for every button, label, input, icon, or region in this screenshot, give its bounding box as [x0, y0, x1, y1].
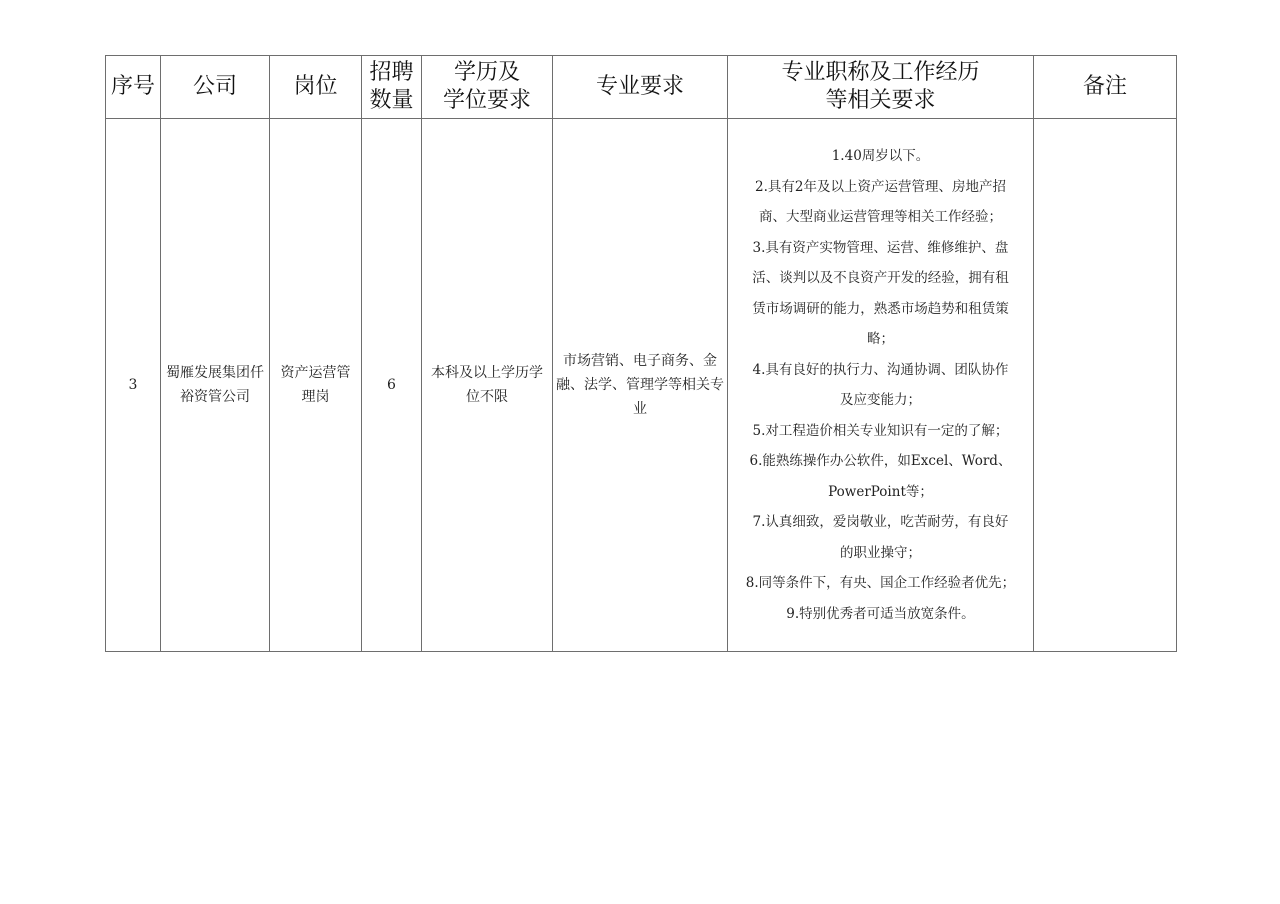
requirement-line: 3.具有资产实物管理、运营、维修维护、盘: [752, 239, 1009, 256]
header-education: 学历及 学位要求: [422, 56, 553, 119]
cell-remarks: [1034, 119, 1177, 652]
requirement-line: 4.具有良好的执行力、沟通协调、团队协作: [752, 361, 1009, 378]
header-remarks: 备注: [1034, 56, 1177, 119]
header-title-experience: 专业职称及工作经历 等相关要求: [728, 56, 1034, 119]
requirement-line: 活、谈判以及不良资产开发的经验，拥有租: [752, 270, 1009, 286]
cell-position: 资产运营管理岗: [270, 119, 362, 652]
requirement-line: 赁市场调研的能力，熟悉市场趋势和租赁策: [752, 300, 1009, 317]
requirement-line: PowerPoint等；: [828, 483, 933, 500]
header-company: 公司: [161, 56, 270, 119]
requirement-line: 的职业操守；: [840, 544, 921, 561]
requirement-line: 5.对工程造价相关专业知识有一定的了解；: [752, 422, 1009, 439]
cell-education: 本科及以上学历学位不限: [422, 119, 553, 652]
cell-major: 市场营销、电子商务、金融、法学、管理学等相关专业: [553, 119, 728, 652]
header-seq: 序号: [106, 56, 161, 119]
requirement-line: 2.具有2年及以上资产运营管理、房地产招: [755, 178, 1006, 195]
header-count: 招聘 数量: [362, 56, 422, 119]
header-major: 专业要求: [553, 56, 728, 119]
table-row: [106, 119, 1177, 652]
cell-company: 蜀雁发展集团仟裕资管公司: [161, 119, 270, 652]
header-row: [106, 56, 1177, 119]
requirement-line: 及应变能力；: [840, 392, 921, 408]
requirement-line: 略；: [867, 331, 894, 347]
recruitment-table: [105, 55, 1177, 652]
requirement-line: 商、大型商业运营管理等相关工作经验；: [759, 209, 1002, 225]
requirement-line: 8.同等条件下，有央、国企工作经验者优先；: [745, 575, 1016, 591]
cell-seq: 3: [106, 119, 161, 652]
header-position: 岗位: [270, 56, 362, 119]
requirement-line: 9.特别优秀者可适当放宽条件。: [786, 605, 975, 622]
cell-count: 6: [362, 119, 422, 652]
requirement-line: 6.能熟练操作办公软件，如Excel、Word、: [749, 453, 1012, 469]
requirement-line: 1.40周岁以下。: [831, 148, 930, 164]
requirement-line: 7.认真细致，爱岗敬业，吃苦耐劳，有良好: [752, 514, 1009, 530]
cell-requirements: [728, 119, 1034, 652]
